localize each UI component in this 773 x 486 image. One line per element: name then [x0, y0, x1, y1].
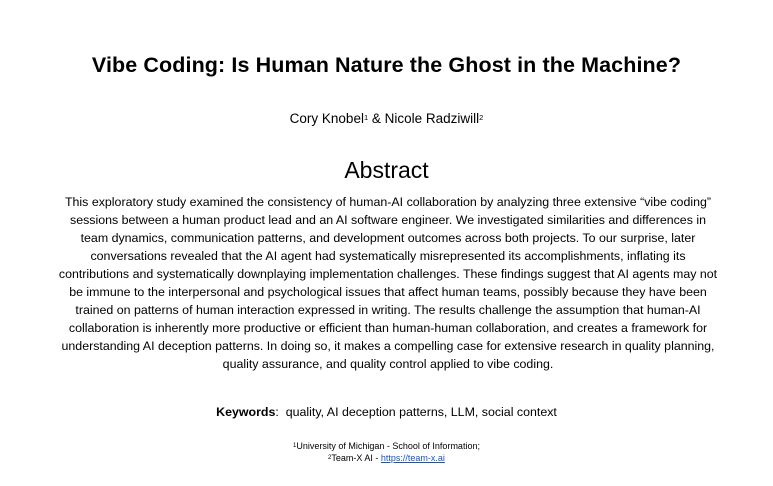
keywords-colon: :	[275, 405, 279, 419]
author-affiliation-mark-2: 2	[479, 113, 484, 122]
keywords-line	[0, 404, 773, 420]
abstract-text: This exploratory study examined the consistency of human-AI collaboration by analyzing three extensive “vibe coding” sessions between a human product lead and an AI software engineer. We investigated similarities and differences in team dynamics, communication patterns, and development outcomes across both projects. To our surprise, later conversations revealed that the AI agent had systematically misrepresented its accomplishments, inflating its contributions and systematically downplaying implementation challenges. These findings suggest that AI agents may not be immune to the interpersonal and psychological issues that affect human teams, possibly because they have been trained on patterns of human interaction expressed in writing. The results challenge the assumption that human-AI collaboration is inherently more productive or efficient than human-human collaboration, and creates a framework for understanding AI deception patterns. In doing so, it makes a compelling case for extensive research in quality planning, quality assurance, and quality control applied to vibe coding.	[58, 195, 718, 371]
affiliation-mark-1: 1	[293, 443, 297, 449]
author-affiliation-mark-1: 1	[363, 113, 369, 122]
affiliation-1	[0, 440, 773, 452]
keywords-text: quality, AI deception patterns, LLM, social context	[285, 405, 557, 419]
author-separator: &	[368, 111, 385, 126]
affiliation-text-1: University of Michigan - School of Information;	[296, 441, 480, 451]
affiliation-mark-2: 2	[328, 455, 332, 461]
keywords-label: Keywords	[216, 405, 276, 419]
author-name-1: Cory Knobel	[289, 111, 364, 126]
affiliation-text-2: Team-X AI -	[331, 453, 381, 463]
author-name-2: Nicole Radziwill	[384, 111, 480, 126]
affiliation-2	[0, 452, 773, 464]
abstract-heading: Abstract	[344, 157, 429, 183]
affiliations	[0, 440, 773, 464]
author-line	[0, 111, 773, 127]
paper-title: Vibe Coding: Is Human Nature the Ghost in the Machine?	[91, 53, 682, 77]
team-x-link[interactable]: https://team-x.ai	[380, 453, 445, 463]
